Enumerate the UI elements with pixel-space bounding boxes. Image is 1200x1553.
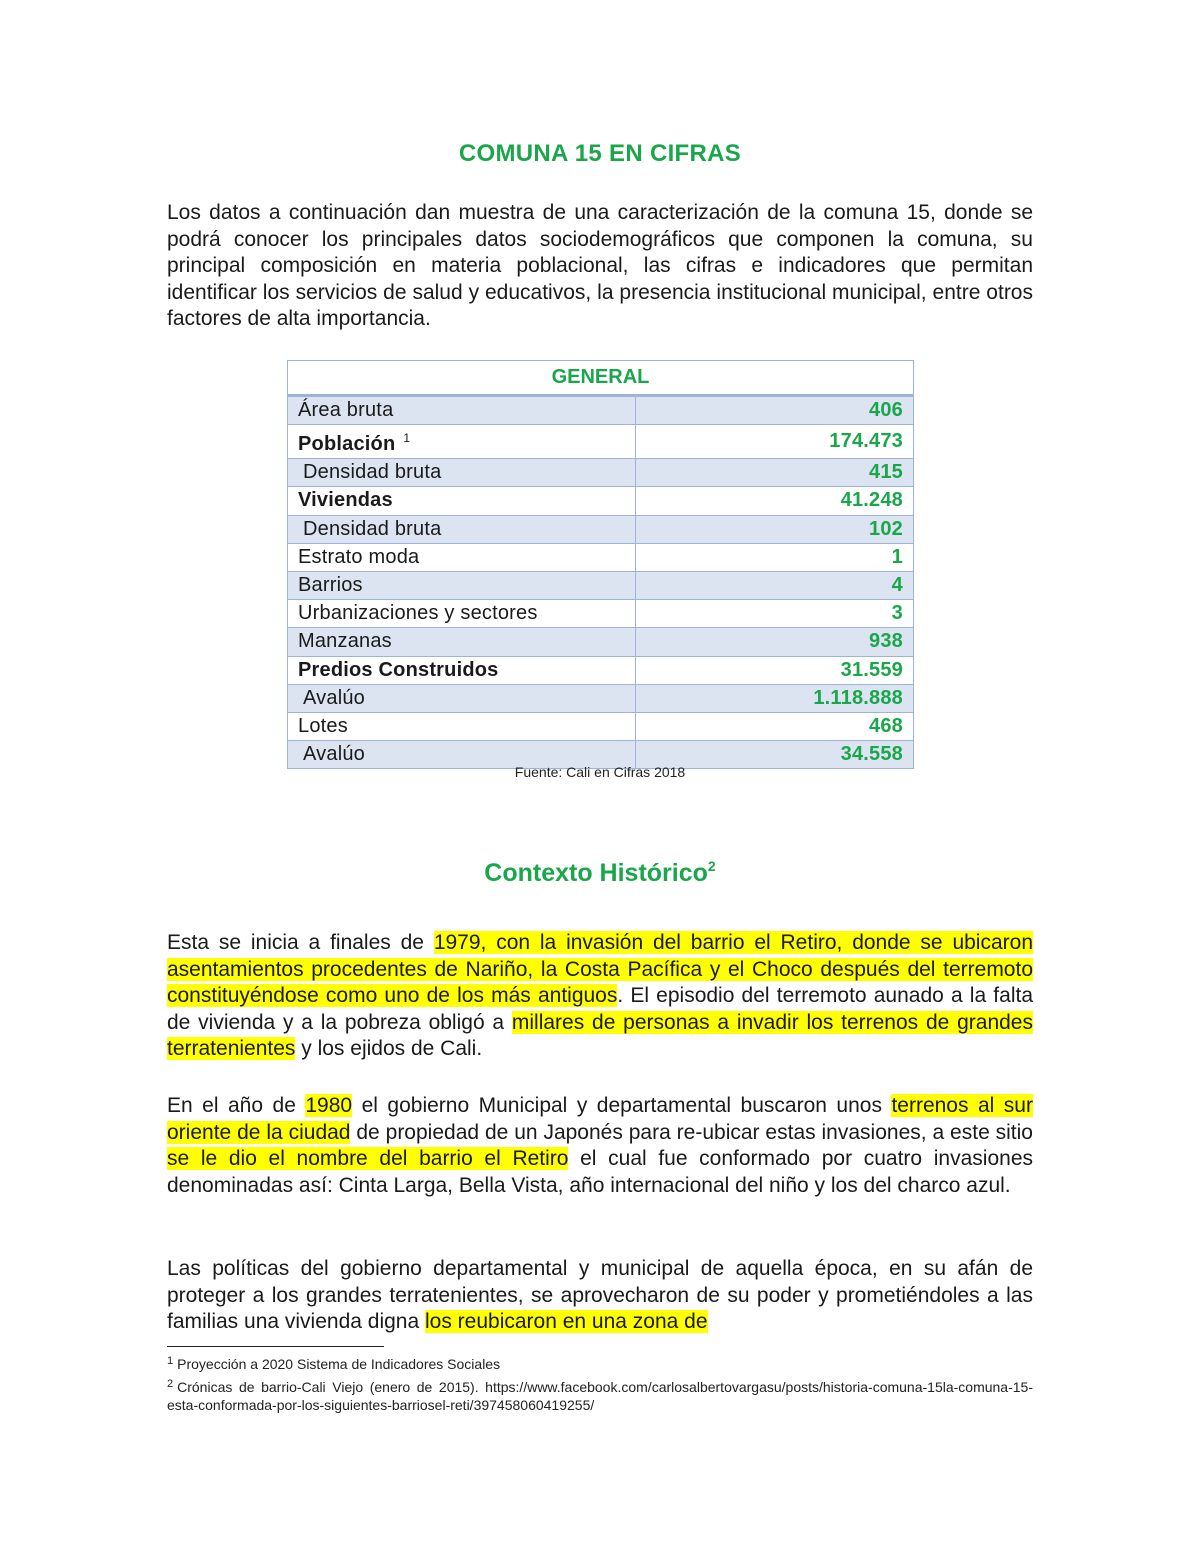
row-label: Estrato moda <box>288 543 636 571</box>
row-value: 41.248 <box>636 487 914 515</box>
page-title: COMUNA 15 EN CIFRAS <box>458 140 742 167</box>
footnote-separator <box>167 1346 384 1347</box>
row-label <box>288 425 636 459</box>
text-run: de propiedad de un Japonés para re-ubicar estas invasiones, a este sitio <box>350 1120 1033 1144</box>
table-row <box>288 600 914 628</box>
table-source: Fuente: Cali en Cifras 2018 <box>514 764 686 780</box>
text-run: el gobierno Municipal y departamental buscaron unos <box>352 1094 892 1117</box>
row-label: Densidad bruta <box>288 459 636 487</box>
row-value: 1.118.888 <box>636 684 914 712</box>
highlighted-text: los reubicaron en una zona de <box>425 1310 708 1333</box>
footnote-text: Proyección a 2020 Sistema de Indicadores Sociales <box>177 1356 501 1372</box>
row-value: 34.558 <box>636 741 914 769</box>
section-title-text: Contexto Histórico <box>484 859 708 887</box>
table-row <box>288 628 914 656</box>
history-paragraph-3 <box>167 1256 1033 1336</box>
text-run: el cual fue conformado por cuatro invasiones denominadas así: Cinta Larga, Bella Vista, año internacional del niño y los del charco azul. <box>167 1147 1033 1197</box>
row-label: Manzanas <box>288 628 636 656</box>
footnote-number: 1 <box>167 1355 174 1367</box>
row-label: Barrios <box>288 571 636 599</box>
text-run: . El episodio del terremoto aunado a la falta de vivienda y a la pobreza obligó a <box>167 984 1034 1034</box>
row-value: 415 <box>636 459 914 487</box>
table-row <box>288 396 914 425</box>
footnote <box>167 1352 1033 1373</box>
row-value: 3 <box>636 600 914 628</box>
row-value: 1 <box>636 543 914 571</box>
table-row <box>288 571 914 599</box>
footnote-number: 2 <box>167 1378 174 1390</box>
row-label: Urbanizaciones y sectores <box>288 600 636 628</box>
table-row <box>288 425 914 459</box>
row-label: Viviendas <box>288 487 636 515</box>
row-value: 31.559 <box>636 656 914 684</box>
row-label: Densidad bruta <box>288 515 636 543</box>
table-row <box>288 684 914 712</box>
highlighted-text: se le dio el nombre del barrio el Retiro <box>167 1147 569 1170</box>
text-run: y los ejidos de Cali. <box>295 1037 483 1060</box>
highlighted-text: 1979, con la invasión del barrio el Retiro, donde se ubicaron asentamientos procedentes de Nariño, la Costa Pacífica y el Choco después del terremoto constituyéndose como uno de los más antiguos <box>167 931 1033 1007</box>
highlighted-text: 1980 <box>305 1094 353 1117</box>
history-paragraph-1 <box>167 930 1033 1063</box>
footnote <box>167 1375 1033 1414</box>
footnote-ref: 2 <box>707 858 716 874</box>
general-table <box>287 360 914 769</box>
table-row <box>288 543 914 571</box>
history-paragraph-2 <box>167 1093 1033 1199</box>
text-run: Esta se inicia a finales de <box>167 931 434 954</box>
row-value: 468 <box>636 712 914 740</box>
table-row <box>288 656 914 684</box>
table-row <box>288 712 914 740</box>
row-value: 4 <box>636 571 914 599</box>
row-label: Avalúo <box>288 741 636 769</box>
row-label: Avalúo <box>288 684 636 712</box>
row-value: 406 <box>636 396 914 425</box>
table-header: GENERAL <box>288 361 914 396</box>
row-label: Área bruta <box>288 396 636 425</box>
footnotes <box>167 1352 1033 1416</box>
intro-paragraph: Los datos a continuación dan muestra de una caracterización de la comuna 15, donde se podrá conocer los principales datos sociodemográficos que componen la comuna, su principal composición en materia poblacional, las cifras e indicadores que permitan identificar los servicios de salud y educativos, la presencia institucional municipal, entre otros factores de alta importancia. <box>167 201 1033 330</box>
table-row <box>288 487 914 515</box>
row-value: 938 <box>636 628 914 656</box>
table-row <box>288 515 914 543</box>
highlighted-text: millares de personas a invadir los terrenos de grandes terratenientes <box>167 1010 1033 1060</box>
footnote-ref: 1 <box>403 431 411 446</box>
text-run: Las políticas del gobierno departamental y municipal de aquella época, en su afán de proteger a los grandes terratenientes, se aprovecharon de su poder y prometiéndoles a las familias una vivienda digna <box>167 1257 1033 1333</box>
row-value: 102 <box>636 515 914 543</box>
row-label: Predios Construidos <box>288 656 636 684</box>
highlighted-text: terrenos al sur oriente de la ciudad <box>167 1094 1033 1144</box>
text-run: En el año de <box>167 1094 306 1117</box>
section-title <box>0 858 1200 888</box>
row-label-text: Población <box>298 433 396 456</box>
row-label: Lotes <box>288 712 636 740</box>
table-row <box>288 459 914 487</box>
row-value: 174.473 <box>636 425 914 459</box>
footnote-text: Crónicas de barrio-Cali Viejo (enero de 2015). https://www.facebook.com/carlosalbertovargasu/posts/historia-comuna-15la-comuna-15-esta-conformada-por-los-siguientes-barriosel-reti/397458060419255/ <box>167 1379 1033 1413</box>
